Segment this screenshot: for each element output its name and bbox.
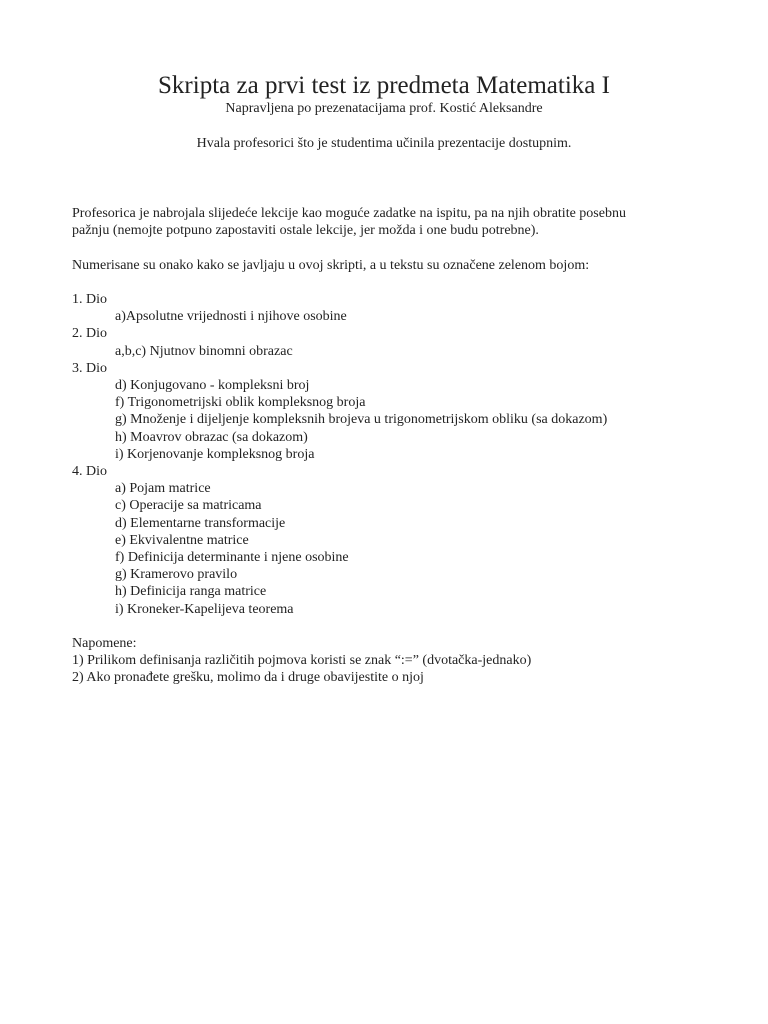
section-heading: 3. Dio bbox=[72, 360, 107, 376]
note-item: 2) Ako pronađete grešku, molimo da i druge obavijestite o njoj bbox=[72, 670, 424, 686]
section-item: a) Pojam matrice bbox=[115, 481, 211, 497]
intro-line-2: pažnju (nemojte potpuno zapostaviti ostale lekcije, jer možda i one budu potrebne). bbox=[72, 223, 539, 239]
document-title: Skripta za prvi test iz predmeta Matematika I bbox=[158, 72, 610, 99]
section-heading: 2. Dio bbox=[72, 326, 107, 342]
thanks-note: Hvala profesorici što je studentima učinila prezentacije dostupnim. bbox=[196, 136, 572, 151]
document-subtitle: Napravljena po prezenatacijama prof. Kostić Aleksandre bbox=[225, 101, 543, 116]
numbering-note: Numerisane su onako kako se javljaju u ovoj skripti, a u tekstu su označene zelenom bojom: bbox=[72, 257, 590, 273]
note-item: 1) Prilikom definisanja različitih pojmova koristi se znak “:=” (dvotačka-jednako) bbox=[72, 653, 532, 669]
section-item: f) Trigonometrijski oblik kompleksnog broja bbox=[115, 395, 366, 411]
section-item: i) Korjenovanje kompleksnog broja bbox=[115, 446, 315, 462]
section-item: g) Kramerovo pravilo bbox=[115, 567, 238, 583]
document-body bbox=[72, 205, 692, 687]
section-item: e) Ekvivalentne matrice bbox=[115, 532, 249, 548]
section-item: f) Definicija determinante i njene osobine bbox=[115, 550, 349, 566]
section-item: a,b,c) Njutnov binomni obrazac bbox=[115, 343, 293, 359]
section-item: d) Elementarne transformacije bbox=[115, 515, 286, 531]
section-heading: 4. Dio bbox=[72, 464, 107, 480]
section-item: d) Konjugovano - kompleksni broj bbox=[115, 378, 310, 393]
notes-heading: Napomene: bbox=[72, 636, 137, 652]
section-item: h) Moavrov obrazac (sa dokazom) bbox=[115, 429, 308, 445]
section-item: a)Apsolutne vrijednosti i njihove osobine bbox=[115, 309, 347, 325]
section-heading: 1. Dio bbox=[72, 291, 107, 307]
section-item: i) Kroneker-Kapelijeva teorema bbox=[115, 601, 294, 617]
section-item: h) Definicija ranga matrice bbox=[115, 584, 267, 600]
intro-line-1: Profesorica je nabrojala slijedeće lekcije kao moguće zadatke na ispitu, pa na njih obratite posebnu bbox=[72, 206, 626, 221]
section-item: c) Operacije sa matricama bbox=[115, 498, 262, 514]
section-item: g) Množenje i dijeljenje kompleksnih brojeva u trigonometrijskom obliku (sa dokazom) bbox=[115, 412, 608, 428]
